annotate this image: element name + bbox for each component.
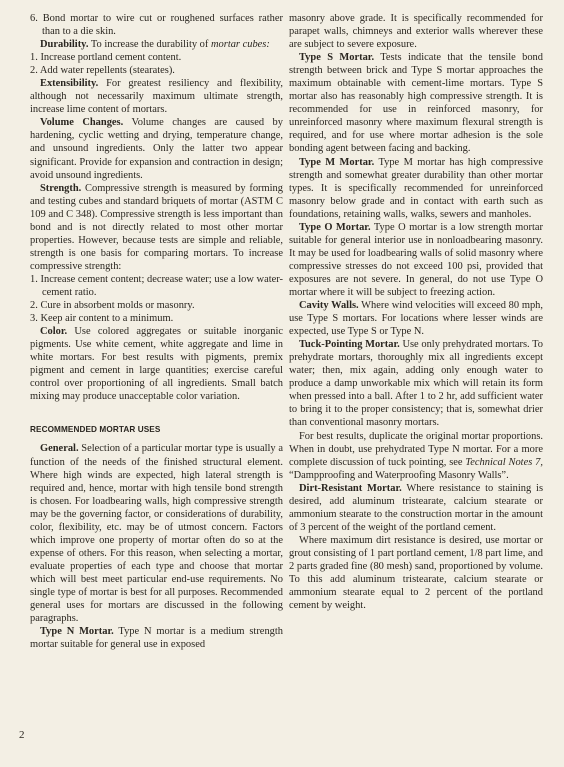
list-item: 1. Increase cement content; decrease water; use a low water-cement ratio. bbox=[30, 273, 283, 298]
heading-dirt-resistant: Dirt-Resistant Mortar. bbox=[299, 482, 402, 494]
heading-durability: Durability. bbox=[40, 39, 89, 51]
text-color: Use colored aggregates or suitable inorganic pigments. Use white cement, white aggregate and lime in white mortars. For best results with pigments, premix pigment and cement in large quantities; exercise careful control over proportioning of all ingredients. Small batch mixing may produce unacceptable color variation. bbox=[30, 326, 283, 403]
text-dirt-resistant: Where resistance to staining is desired, add aluminum tristearate, calcium stearate or ammonium stearate to the construction mortar in the amount of 3 percent of the weight of the portland cement. bbox=[289, 482, 544, 533]
paragraph-best-results bbox=[289, 430, 543, 482]
text-volume: Volume changes are caused by hardening, cyclic wetting and drying, temperature change, and unsound ingredients. Only the latter two appear significant. Provide for expansion and contraction in design; avoid unsound ingredients. bbox=[30, 117, 283, 181]
text-type-m: Type M mortar has high compressive strength and somewhat greater durability than other mortar types. It is specifically recommended for unreinforced masonry below grade and in contact with earth such as foundations, retaining walls, walks, sewers and manholes. bbox=[289, 156, 543, 220]
paragraph-durability bbox=[30, 38, 283, 51]
text-durability: To increase the durability of bbox=[88, 39, 211, 51]
paragraph-strength bbox=[30, 182, 283, 273]
paragraph-type-s bbox=[289, 51, 543, 155]
text-cavity-walls: Where wind velocities will exceed 80 mph, use Type S mortars. For locations where lesser winds are expected, use Type S or Type N. bbox=[289, 300, 543, 338]
paragraph-general bbox=[30, 442, 283, 625]
paragraph-dirt-resistant bbox=[289, 482, 543, 534]
text-type-o: Type O mortar is a low strength mortar suitable for general interior use in nonloadbearing masonry. It may be used for loadbearing walls of solid masonry where compressive stresses do not exceed 100 psi, provided that exposures are not severe. In general, do not use Type O mortar where it will be subject to freezing action. bbox=[289, 221, 543, 298]
right-column bbox=[289, 12, 543, 612]
list-item-bond: 6. Bond mortar to wire cut or roughened surfaces rather than to a die skin. bbox=[30, 13, 283, 38]
heading-tuck-pointing: Tuck-Pointing Mortar. bbox=[299, 339, 400, 351]
list-item: 2. Cure in absorbent molds or masonry. bbox=[30, 300, 195, 312]
paragraph-cavity-walls bbox=[289, 299, 543, 338]
heading-strength: Strength. bbox=[40, 182, 82, 194]
heading-color: Color. bbox=[40, 326, 68, 338]
paragraph-volume bbox=[30, 116, 283, 181]
page-number: 2 bbox=[19, 729, 25, 741]
heading-extensibility: Extensibility. bbox=[40, 78, 99, 90]
paragraph-grout: Where maximum dirt resistance is desired, use mortar or grout consisting of 1 part portland cement, 1/8 part lime, and 2 parts graded fine (80 mesh) sand, proportioned by volume. To this add aluminum tristearate, calcium stearate or ammonium stearate equal to 2 percent of the portland cement by weight. bbox=[289, 534, 543, 612]
heading-type-s: Type S Mortar. bbox=[299, 52, 375, 64]
list-item: 3. Keep air content to a minimum. bbox=[30, 313, 174, 325]
text-type-s: Tests indicate that the tensile bond strength between brick and Type S mortar approaches the maximum obtainable with cement-lime mortars. Type S mortar also has reasonably high compressive strength. It is recommended for use in reinforced masonry, for unreinforced masonry where maximum flexural strength is required, and for use where mortar adhesion is the sole bonding agent between facing and backing. bbox=[289, 52, 543, 155]
heading-volume: Volume Changes. bbox=[40, 117, 124, 129]
text-best-results: For best results, duplicate the original mortar proportions. When in doubt, use prehydrated Type N mortar. For a more complete discussion of tuck pointing, see bbox=[289, 430, 543, 468]
text-extensibility: For greatest resiliency and flexibility, although not necessarily maximum ultimate strength, increase lime content of mortars. bbox=[30, 78, 283, 116]
heading-type-o: Type O Mortar. bbox=[299, 221, 371, 233]
text-durability-italic: mortar cubes: bbox=[211, 39, 270, 51]
text-general: Selection of a particular mortar type is usually a function of the needs of the finished structural element. Where high winds are expected, high lateral strength is required and, hence, mortar with high tensile bond strength is chosen. For loadbearing walls, high compressive strength may be the governing factor, or considerations of durability, color, flexibility, etc. may be of utmost concern. Factors which improve one property of mortar often do so at the expense of others. For this reason, when selecting a mortar, evaluate properties of each type and choose that mortar which will best meet particular end-use requirements. No single type of mortar is best for all purposes. Recommended general uses for mortars are discussed in the following paragraphs. bbox=[30, 443, 283, 625]
reference-technical-notes: Technical Notes 7, bbox=[465, 456, 543, 468]
paragraph-type-m bbox=[289, 156, 543, 221]
section-heading: RECOMMENDED MORTAR USES bbox=[30, 425, 161, 435]
heading-type-m: Type M Mortar. bbox=[299, 156, 375, 168]
left-column bbox=[30, 12, 283, 651]
paragraph-type-o bbox=[289, 221, 543, 299]
text-best-results-end: “Dampproofing and Waterproofing Masonry Walls”. bbox=[289, 469, 509, 481]
paragraph-extensibility bbox=[30, 77, 283, 116]
heading-cavity-walls: Cavity Walls. bbox=[299, 300, 359, 312]
paragraph-tuck-pointing bbox=[289, 338, 543, 429]
text-tuck-pointing: Use only prehydrated mortars. To prehydrate mortars, thoroughly mix all ingredients except water; then, mix again, adding only enough water to produce a damp unworkable mix which will retain its form when pressed into a ball. After 1 to 2 hr, add sufficient water to bring it to the proper consistency; that is, somewhat drier than conventional masonry mortars. bbox=[289, 339, 543, 429]
heading-type-n: Type N Mortar. bbox=[40, 626, 114, 638]
paragraph-type-n bbox=[30, 625, 283, 651]
text-strength: Compressive strength is measured by forming and testing cubes and standard briquets of mortar (ASTM C 109 and C 348). Compressive strength is less important than bond and is not directly related to most other mortar properties. However, because tests are simple and reliable, strength is one basis for comparing mortars. To increase compressive strength: bbox=[30, 182, 283, 272]
paragraph-color bbox=[30, 325, 283, 403]
list-item: 2. Add water repellents (stearates). bbox=[30, 65, 175, 77]
heading-general: General. bbox=[40, 443, 79, 455]
text-type-n: Type N mortar is a medium strength mortar suitable for general use in exposed bbox=[30, 626, 283, 651]
paragraph-type-n-continued: masonry above grade. It is specifically recommended for parapet walls, chimneys and exterior walls wherever these are subject to severe exposure. bbox=[289, 13, 543, 51]
list-item: 1. Increase portland cement content. bbox=[30, 52, 182, 64]
